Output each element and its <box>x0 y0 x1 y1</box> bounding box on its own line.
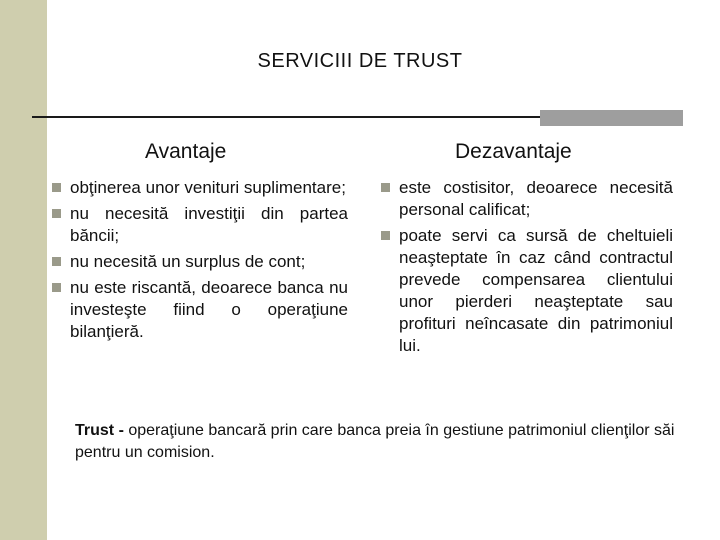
bullet-icon <box>52 283 61 292</box>
definition-term: Trust - <box>75 422 124 439</box>
advantages-list <box>52 177 348 347</box>
bullet-icon <box>52 257 61 266</box>
page-title: SERVICIII DE TRUST <box>257 50 463 72</box>
bullet-icon <box>52 209 61 218</box>
bullet-icon <box>381 231 390 240</box>
side-bar-decoration <box>0 0 47 540</box>
disadvantages-list <box>381 177 673 361</box>
bullet-icon <box>52 183 61 192</box>
list-item: nu necesită investiţii din partea băncii; <box>52 203 348 247</box>
list-item: este costisitor, deoarece necesită personal calificat; <box>381 177 673 221</box>
list-item: obţinerea unor venituri suplimentare; <box>52 177 348 199</box>
definition-text: operaţiune bancară prin care banca preia în gestiune patrimoniul clienţilor săi pentru un comision. <box>75 422 675 461</box>
title-divider-accent <box>540 110 683 126</box>
trust-definition <box>75 420 675 464</box>
advantages-heading: Avantaje <box>145 140 227 163</box>
list-item: poate servi ca sursă de cheltuieli neaşteptate în caz când contractul prevede compensarea clientului unor pierderi neaşteptate sau profituri neîncasate din patrimoniul lui. <box>381 225 673 357</box>
title-divider <box>32 116 540 118</box>
bullet-icon <box>381 183 390 192</box>
disadvantages-heading: Dezavantaje <box>455 140 572 163</box>
list-item: nu necesită un surplus de cont; <box>52 251 348 273</box>
list-item: nu este riscantă, deoarece banca nu investeşte fiind o operaţiune bilanţieră. <box>52 277 348 343</box>
